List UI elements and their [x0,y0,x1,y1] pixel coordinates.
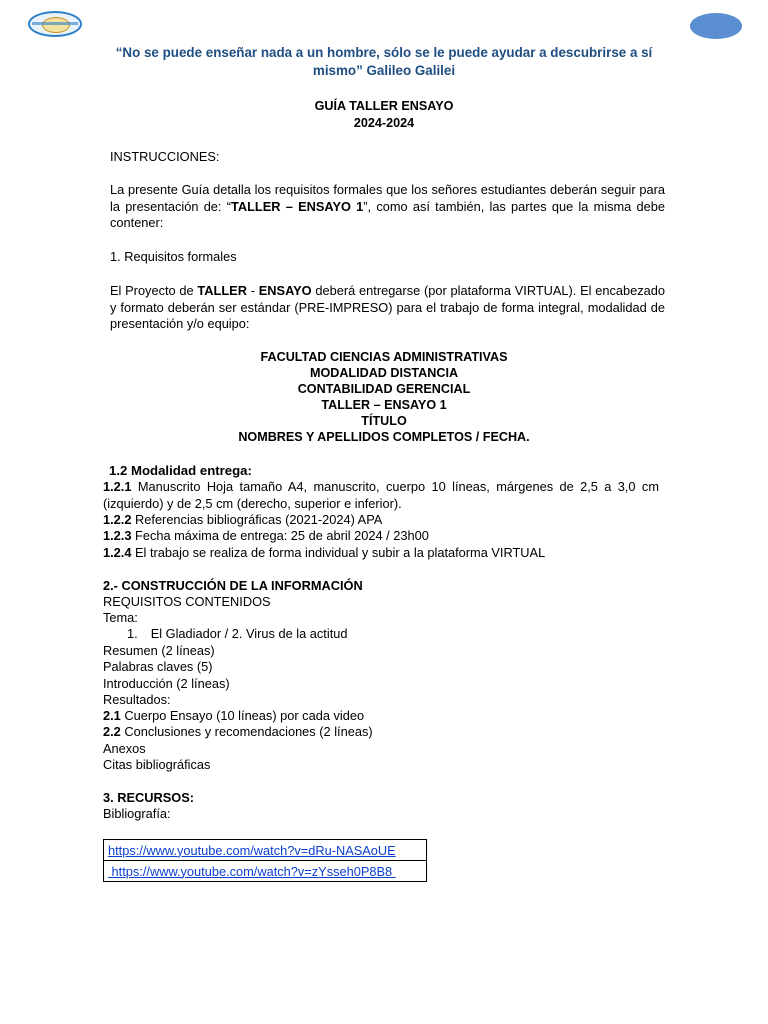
introduction-line: Introducción (2 líneas) [103,676,230,691]
cover-line-faculty: FACULTAD CIENCIAS ADMINISTRATIVAS [260,350,508,364]
content-requirements: REQUISITOS CONTENIDOS [103,594,271,609]
annexes-line: Anexos [103,741,146,756]
section-3-heading: 3. RECURSOS: [103,790,195,805]
youtube-link[interactable]: https://www.youtube.com/watch?v=zYsseh0P8B8 [108,863,396,879]
delivery-item: 1.2.1 Manuscrito Hoja tamaño A4, manuscrito, cuerpo 10 líneas, márgenes de 2,5 a 3,0 cm (izquierdo) y de 2,5 cm (derecho, superior e inferior). [103,479,659,511]
cover-line-modality: MODALIDAD DISTANCIA [309,366,459,380]
delivery-item: 1.2.4 El trabajo se realiza de forma individual y subir a la plataforma VIRTUAL [103,545,546,560]
topic-label: Tema: [103,610,138,625]
cover-line-names: NOMBRES Y APELLIDOS COMPLETOS / FECHA. [238,430,530,444]
summary-line: Resumen (2 líneas) [103,643,215,658]
keywords-line: Palabras claves (5) [103,659,213,674]
table-row [104,840,427,861]
table-row [104,861,427,882]
section-2-heading: 2.- CONSTRUCCIÓN DE LA INFORMACIÓN [103,578,363,593]
delivery-heading: 1.2 Modalidad entrega: [109,463,252,478]
blue-oval-logo-icon [690,13,742,39]
epigraph-quote: “No se puede enseñar nada a un hombre, sólo se le puede ayudar a descubrirse a sí mismo” Galileo Galilei [115,45,653,78]
bibliography-label: Bibliografía: [103,806,171,821]
cover-line-title: TÍTULO [361,414,407,428]
guide-title: GUÍA TALLER ENSAYO [314,99,454,113]
results-label: Resultados: [103,692,171,707]
delivery-item: 1.2.3 Fecha máxima de entrega: 25 de abril 2024 / 23h00 [103,528,429,543]
instructions-bold: TALLER – ENSAYO 1 [230,198,364,214]
citations-line: Citas bibliográficas [103,757,211,772]
delivery-item: 1.2.2 Referencias bibliográficas (2021-2024) APA [103,512,383,527]
topic-list-item: 1. El Gladiador / 2. Virus de la actitud [127,626,348,641]
cover-line-subject: CONTABILIDAD GERENCIAL [297,382,471,396]
cover-line-workshop: TALLER – ENSAYO 1 [321,398,447,412]
table-cell [104,840,427,861]
university-seal-icon [28,11,82,37]
table-cell [104,861,427,882]
instructions-heading: INSTRUCCIONES: [110,149,220,164]
requirements-paragraph: El Proyecto de TALLER - ENSAYO deberá entregarse (por plataforma VIRTUAL). El encabezado y formato deberán ser estándar (PRE-IMPRESO) para el trabajo de forma integral, modalidad de presentación y/o equipo: [110,283,666,331]
instructions-paragraph: La presente Guía detalla los requisitos formales que los señores estudiantes deberán seguir para la presentación de: “TALLER – ENSAYO 1”, como así también, las partes que la misma debe contener: [110,182,665,230]
section-1-heading: 1. Requisitos formales [110,249,237,264]
guide-year: 2024-2024 [353,116,415,130]
youtube-link[interactable]: https://www.youtube.com/watch?v=dRu-NASAoUE [108,842,396,858]
links-table [103,839,427,882]
results-item: 2.2 Conclusiones y recomendaciones (2 líneas) [103,724,373,739]
results-item: 2.1 Cuerpo Ensayo (10 líneas) por cada video [103,708,365,723]
